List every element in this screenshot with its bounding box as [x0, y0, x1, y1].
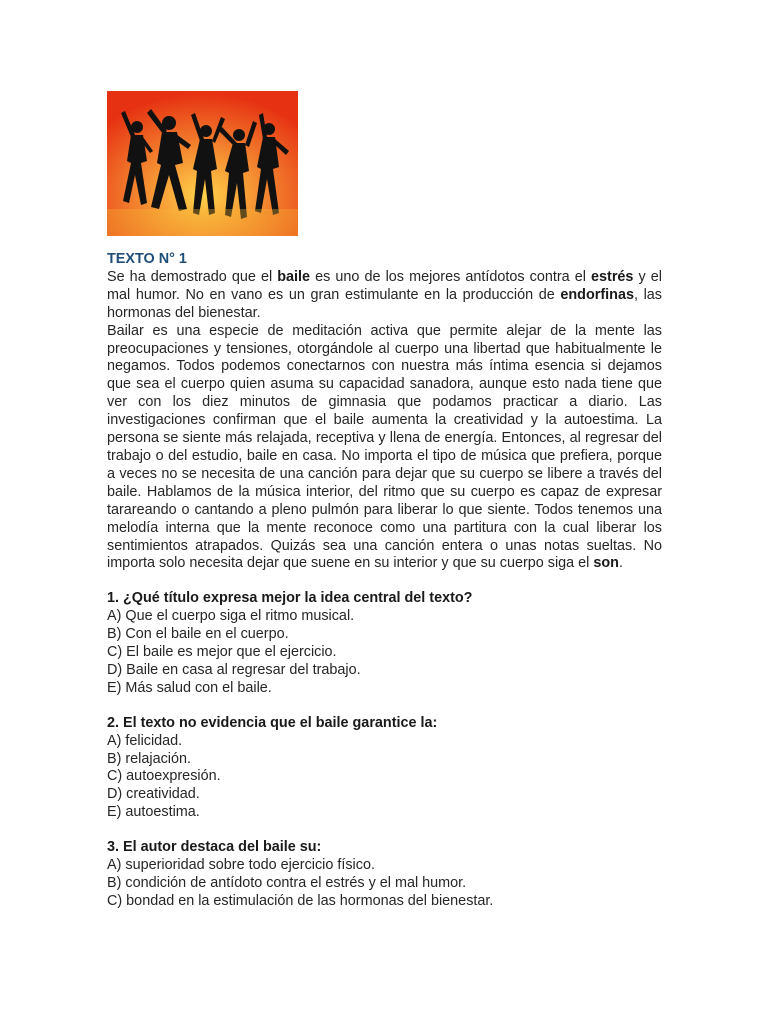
text-run: y el mal humor. No en vano es un gran estimulante en la producción de: [107, 268, 662, 303]
answer-option: D) Baile en casa al regresar del trabajo.: [107, 661, 361, 678]
dancers-silhouette-icon: [107, 91, 298, 236]
answer-option: E) Más salud con el baile.: [107, 679, 272, 696]
answer-option: E) autoestima.: [107, 804, 200, 821]
question-list: [107, 590, 662, 911]
answer-option: B) relajación.: [107, 750, 191, 767]
answer-option: C) autoexpresión.: [107, 768, 221, 785]
text-run: Bailar es una especie de meditación activa que permite alejar de la mente las preocupaciones y tensiones, otorgándole al cuerpo una libertad que habitualmente le negamos. Todos podemos conectarnos con nuestra más íntima esencia si dejamos que sea el cuerpo quien asuma su capacidad sanadora, aunque esto nada tiene que ver con los diez minutos de gimnasia que podamos practicar a diario. Las investigaciones confirman que el baile aumenta la creatividad y la autoestima. La persona se siente más relajada, receptiva y llena de energía. Entonces, al regresar del trabajo o del estudio, baile en casa. No importa el tipo de música que prefiera, porque a veces no se necesita de una canción para dejar que su cuerpo se libere a través del baile. Hablamos de la música interior, del ritmo que su cuerpo es capaz de expresar tarareando o cantando a pleno pulmón para liberar lo que siente. Todos tenemos una melodía interna que la mente reconoce como una partitura con la cual liberar los sentimientos atrapados. Quizás sea una canción entera o unas notas sueltas. No importa solo necesita dejar que suene en su interior y que su cuerpo siga el: [107, 322, 662, 572]
question-block: [107, 839, 662, 911]
text-run: , las hormonas del bienestar.: [107, 286, 662, 321]
text-run: .: [618, 555, 623, 572]
text-run: es uno de los mejores antídotos contra el: [310, 268, 592, 285]
paragraph-2: [107, 323, 662, 574]
question-block: [107, 715, 662, 822]
bold-keyword: baile: [277, 268, 311, 285]
document-body: [107, 251, 662, 911]
paragraph-1: [107, 269, 662, 323]
question-text: 3. El autor destaca del baile su:: [107, 839, 322, 856]
answer-option: C) El baile es mejor que el ejercicio.: [107, 644, 337, 661]
answer-option: B) condición de antídoto contra el estrés y el mal humor.: [107, 875, 467, 891]
answer-option: A) superioridad sobre todo ejercicio físico.: [107, 857, 375, 874]
answer-option: C) bondad en la estimulación de las hormonas del bienestar.: [107, 892, 494, 909]
bold-keyword: estrés: [591, 268, 634, 285]
question-text: 2. El texto no evidencia que el baile garantice la:: [107, 714, 438, 731]
answer-option: A) felicidad.: [107, 732, 183, 749]
bold-keyword: endorfinas: [560, 286, 634, 303]
text-title: TEXTO N° 1: [107, 251, 187, 267]
question-block: [107, 590, 662, 697]
question-text: 1. ¿Qué título expresa mejor la idea central del texto?: [107, 590, 473, 607]
text-run: Se ha demostrado que el: [107, 268, 278, 285]
bold-keyword: son: [593, 555, 619, 572]
answer-option: D) creatividad.: [107, 786, 200, 803]
answer-option: B) Con el baile en el cuerpo.: [107, 626, 289, 643]
answer-option: A) Que el cuerpo siga el ritmo musical.: [107, 608, 355, 625]
